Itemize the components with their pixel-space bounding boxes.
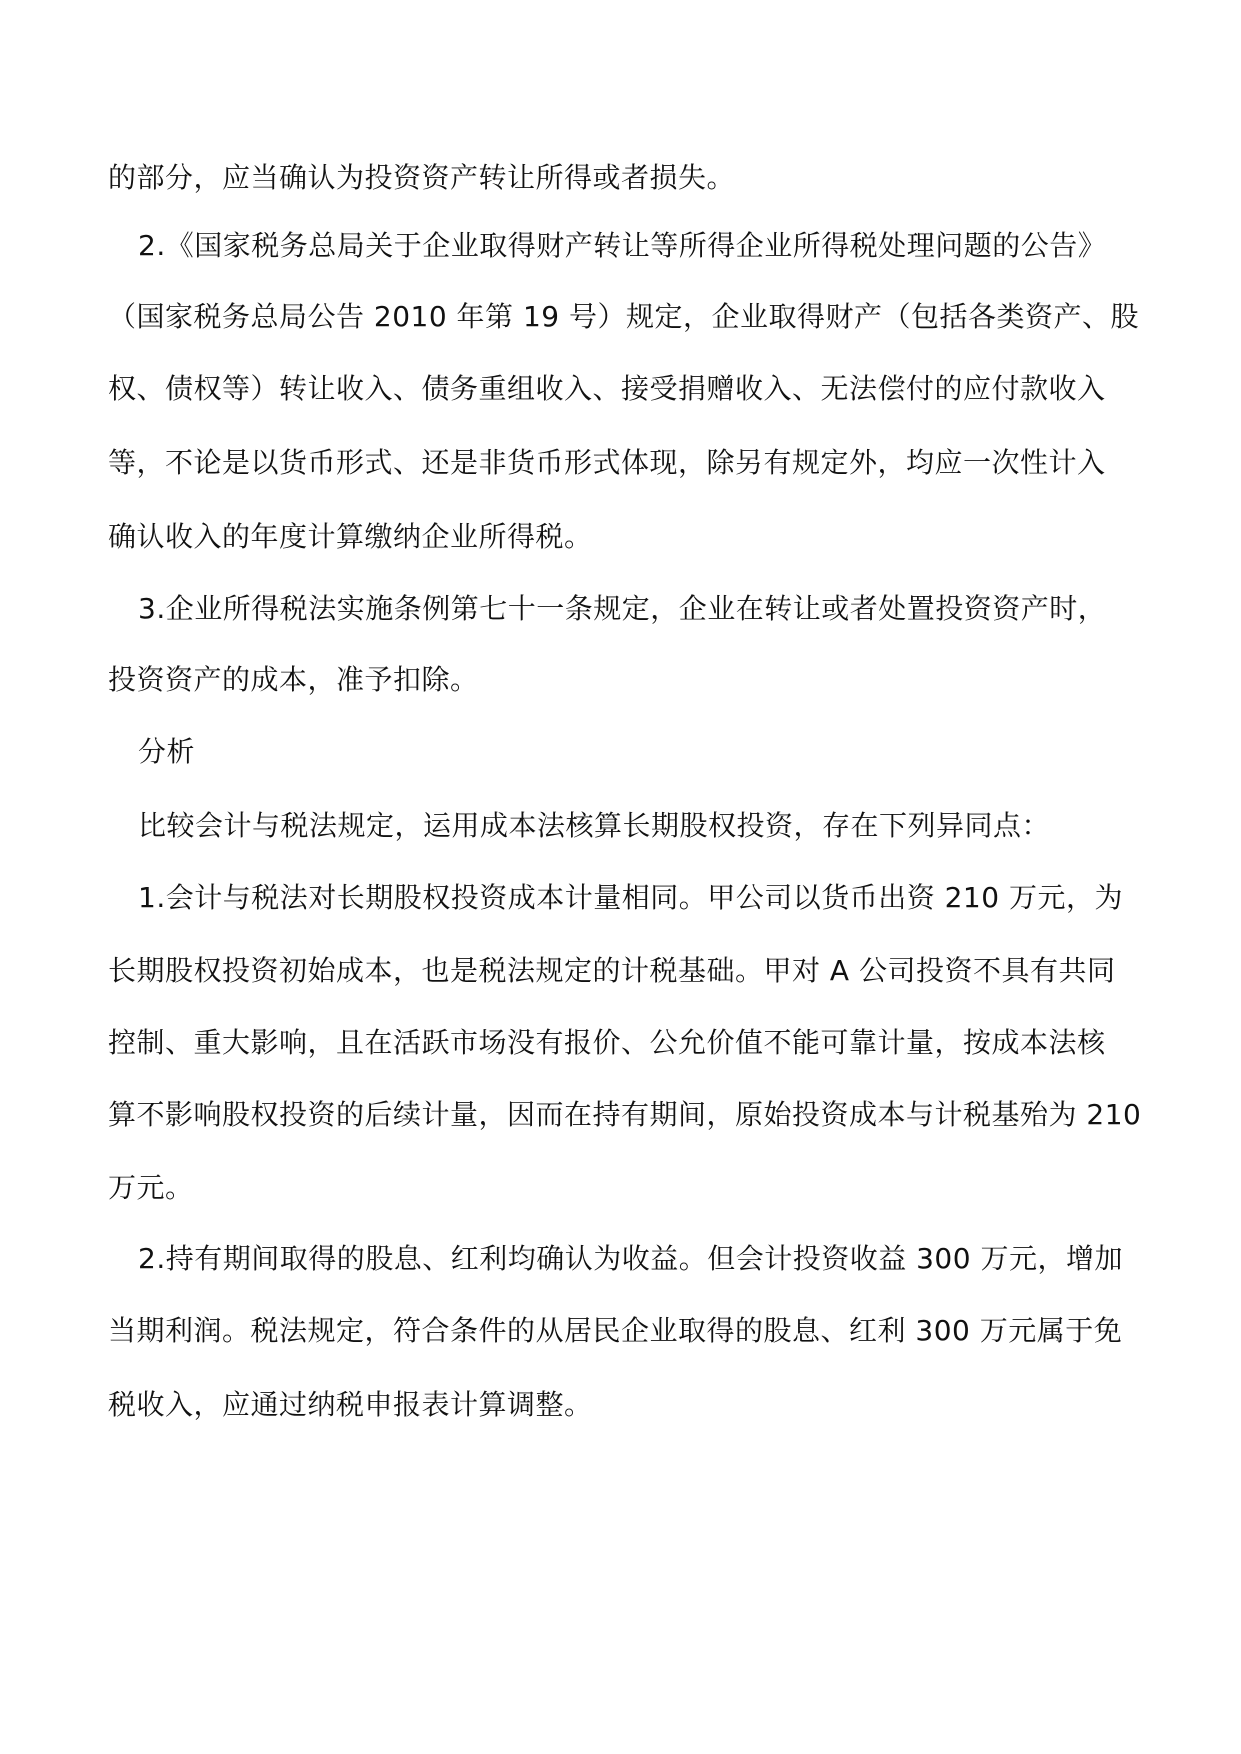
- paragraph-line: 控制、重大影响，且在活跃市场没有报价、公允价值不能可靠计量，按成本法核: [108, 1026, 1106, 1059]
- section-heading: 分析: [138, 735, 196, 768]
- paragraph-line: 长期股权投资初始成本，也是税法规定的计税基础。甲对 A 公司投资不具有共同: [108, 954, 1116, 987]
- paragraph-line: 当期利润。税法规定，符合条件的从居民企业取得的股息、红利 300 万元属于免: [108, 1314, 1123, 1347]
- paragraph-line: 权、债权等）转让收入、债务重组收入、接受捐赠收入、无法偿付的应付款收入: [108, 372, 1106, 405]
- paragraph-line: （国家税务总局公告 2010 年第 19 号）规定，企业取得财产（包括各类资产、股: [108, 300, 1139, 333]
- paragraph-line: 税收入，应通过纳税申报表计算调整。: [108, 1388, 593, 1421]
- paragraph-line: 的部分，应当确认为投资资产转让所得或者损失。: [108, 161, 736, 194]
- paragraph-line: 等，不论是以货币形式、还是非货币形式体现，除另有规定外，均应一次性计入: [108, 446, 1106, 479]
- paragraph-line: 确认收入的年度计算缴纳企业所得税。: [108, 520, 593, 553]
- paragraph-line: 2.持有期间取得的股息、红利均确认为收益。但会计投资收益 300 万元，增加: [138, 1242, 1123, 1275]
- paragraph-line: 2.《国家税务总局关于企业取得财产转让等所得企业所得税处理问题的公告》: [138, 229, 1107, 262]
- paragraph-line: 比较会计与税法规定，运用成本法核算长期股权投资，存在下列异同点：: [138, 809, 1051, 842]
- paragraph-line: 1.会计与税法对长期股权投资成本计量相同。甲公司以货币出资 210 万元，为: [138, 881, 1123, 914]
- paragraph-line: 万元。: [108, 1171, 194, 1204]
- paragraph-line: 算不影响股权投资的后续计量，因而在持有期间，原始投资成本与计税基殆为 210: [108, 1098, 1142, 1131]
- paragraph-line: 投资资产的成本，准予扣除。: [108, 663, 479, 696]
- paragraph-line: 3.企业所得税法实施条例第七十一条规定，企业在转让或者处置投资资产时，: [138, 592, 1107, 625]
